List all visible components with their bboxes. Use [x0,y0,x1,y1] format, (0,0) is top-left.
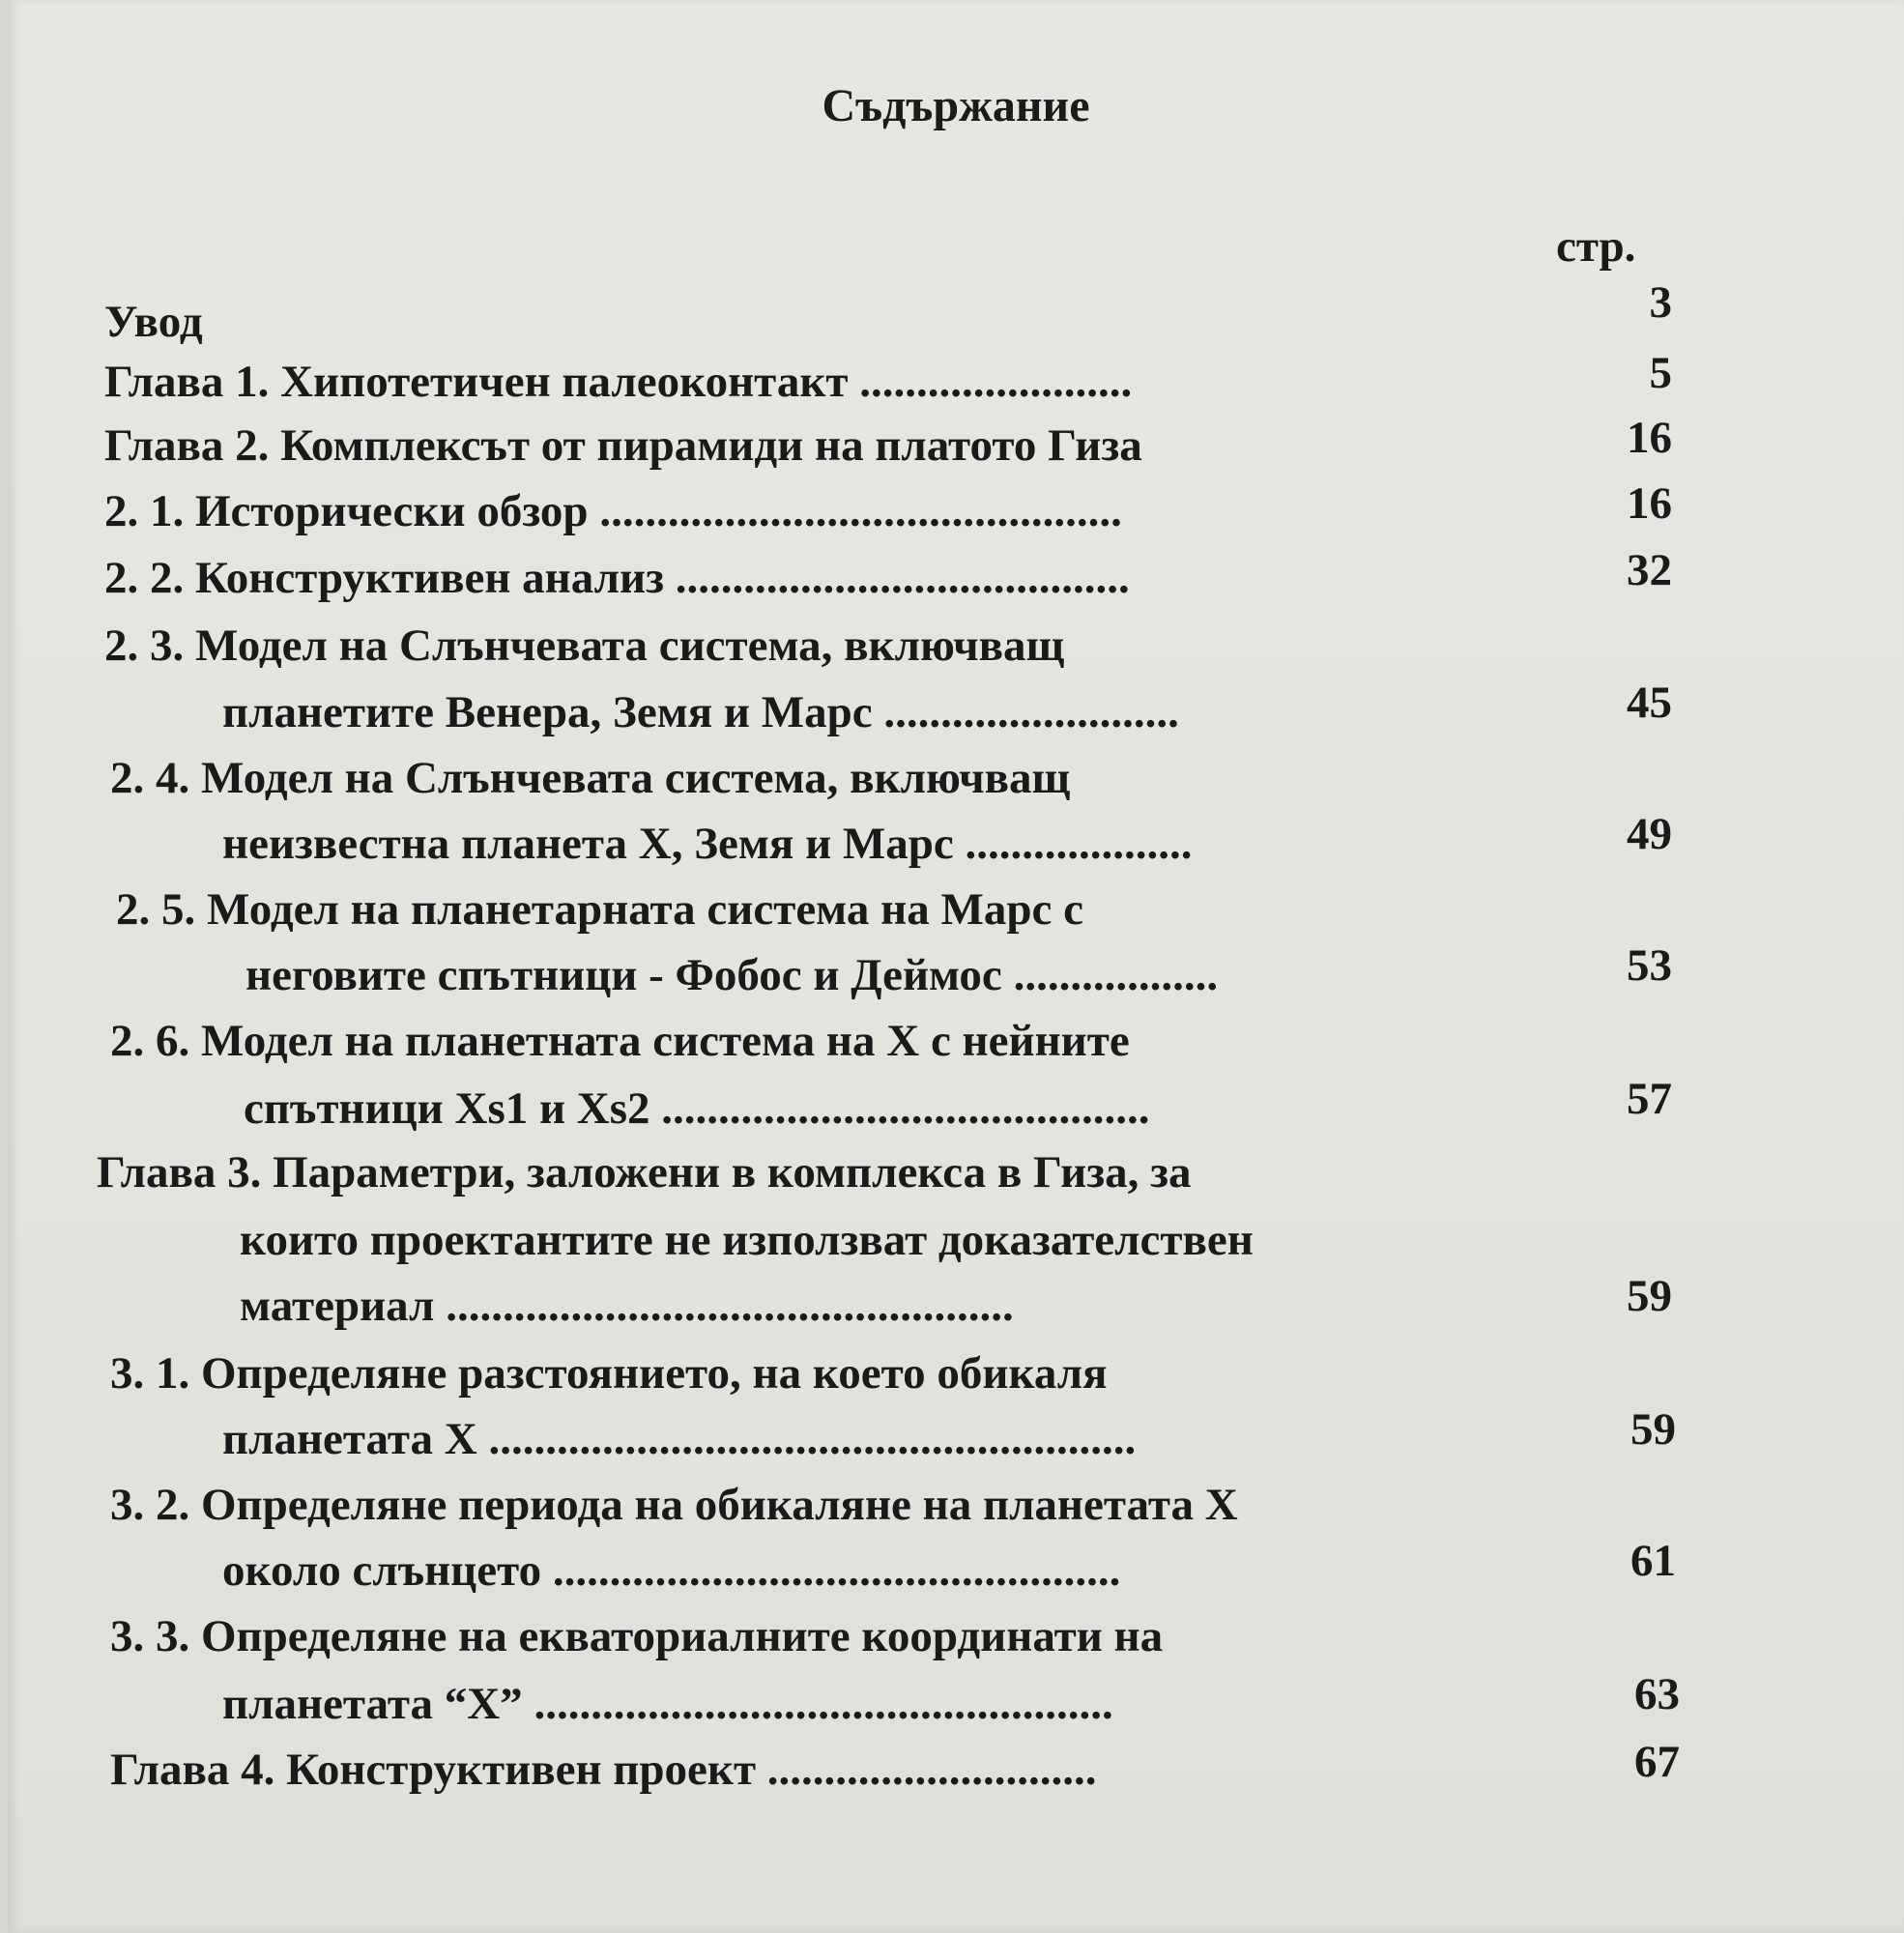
dot-leader: ........................................ [675,553,1130,603]
toc-page-2-5: 53 [1627,940,1672,991]
toc-entry-2-2: 2. 2. Конструктивен анализ ........................................ [104,553,1130,603]
toc-entry-2-3: 2. 3. Модел на Слънчевата система, включващ [104,620,1065,671]
toc-page-intro: 3 [1649,277,1672,328]
toc-page-2-2: 32 [1627,545,1672,595]
toc-entry-2-5: 2. 5. Модел на планетарната система на Марс с [116,884,1083,935]
toc-entry-chapter-2: Глава 2. Комплексът от пирамиди на платото Гиза [104,420,1142,471]
toc-page-3-2: 61 [1630,1536,1676,1586]
toc-page-chapter-3: 59 [1627,1271,1672,1321]
toc-entry-chapter-1: Глава 1. Хипотетичен палеоконтакт ........................ [104,357,1133,407]
toc-page-chapter-2: 16 [1627,413,1672,463]
toc-entry-2-6-cont: спътници Xs1 и Xs2 ........................................... [244,1083,1150,1134]
toc-entry-2-1: 2. 1. Исторически обзор .............................................. [104,486,1122,536]
toc-page-2-4: 49 [1627,809,1672,859]
dot-leader: .................................................. [552,1545,1121,1596]
toc-entry-2-4-cont: неизвестна планета Х, Земя и Марс .................... [222,819,1193,869]
dot-leader: .............................................. [599,486,1122,536]
dot-leader: .......................... [883,687,1179,737]
toc-page-2-3: 45 [1627,678,1672,728]
dot-leader: ........................................... [661,1083,1150,1134]
toc-entry-3-1-cont: планетата Х ......................................................... [222,1414,1137,1464]
dot-leader: ......................................................... [488,1414,1137,1464]
page-column-label: стр. [1556,221,1636,272]
toc-entry-chapter-3-cont2: материал .................................................. [240,1281,1014,1331]
toc-entry-3-2-cont: около слънцето .................................................. [222,1545,1121,1596]
toc-entry-chapter-3-cont: които проектантите не използват доказателствен [240,1215,1254,1265]
document-page [8,0,1904,1933]
toc-page-3-3: 63 [1634,1669,1680,1719]
toc-entry-2-4: 2. 4. Модел на Слънчевата система, включващ [110,753,1071,803]
toc-page-3-1: 59 [1630,1404,1676,1455]
toc-entry-chapter-4: Глава 4. Конструктивен проект ............................. [110,1745,1097,1795]
toc-entry-3-3-cont: планетата “Х” ................................................... [222,1679,1113,1729]
dot-leader: .................. [1013,950,1219,1000]
dot-leader: ................................................... [534,1679,1113,1729]
toc-entry-intro: Увод [104,297,203,347]
toc-entry-3-1: 3. 1. Определяне разстоянието, на което обикаля [110,1348,1108,1399]
toc-entry-chapter-3: Глава 3. Параметри, заложени в комплекса в Гиза, за [97,1147,1192,1197]
toc-entry-2-6: 2. 6. Модел на планетната система на Х с нейните [110,1016,1130,1066]
dot-leader: .................................................. [446,1281,1014,1331]
toc-page-2-1: 16 [1627,478,1672,529]
toc-entry-2-5-cont: неговите спътници - Фобос и Деймос .................. [245,950,1219,1000]
toc-page-chapter-4: 67 [1634,1737,1680,1787]
toc-entry-3-3: 3. 3. Определяне на екваториалните координати на [110,1611,1164,1661]
dot-leader: .................... [965,819,1193,869]
toc-entry-3-2: 3. 2. Определяне периода на обикаляне на планетата Х [110,1480,1238,1530]
page-title: Съдържание [822,80,1090,131]
toc-page-chapter-1: 5 [1649,348,1672,398]
toc-page-2-6: 57 [1627,1074,1672,1124]
toc-entry-2-3-cont: планетите Венера, Земя и Марс .......................... [222,687,1179,737]
dot-leader: ............................. [766,1745,1097,1795]
dot-leader: ........................ [859,357,1133,407]
